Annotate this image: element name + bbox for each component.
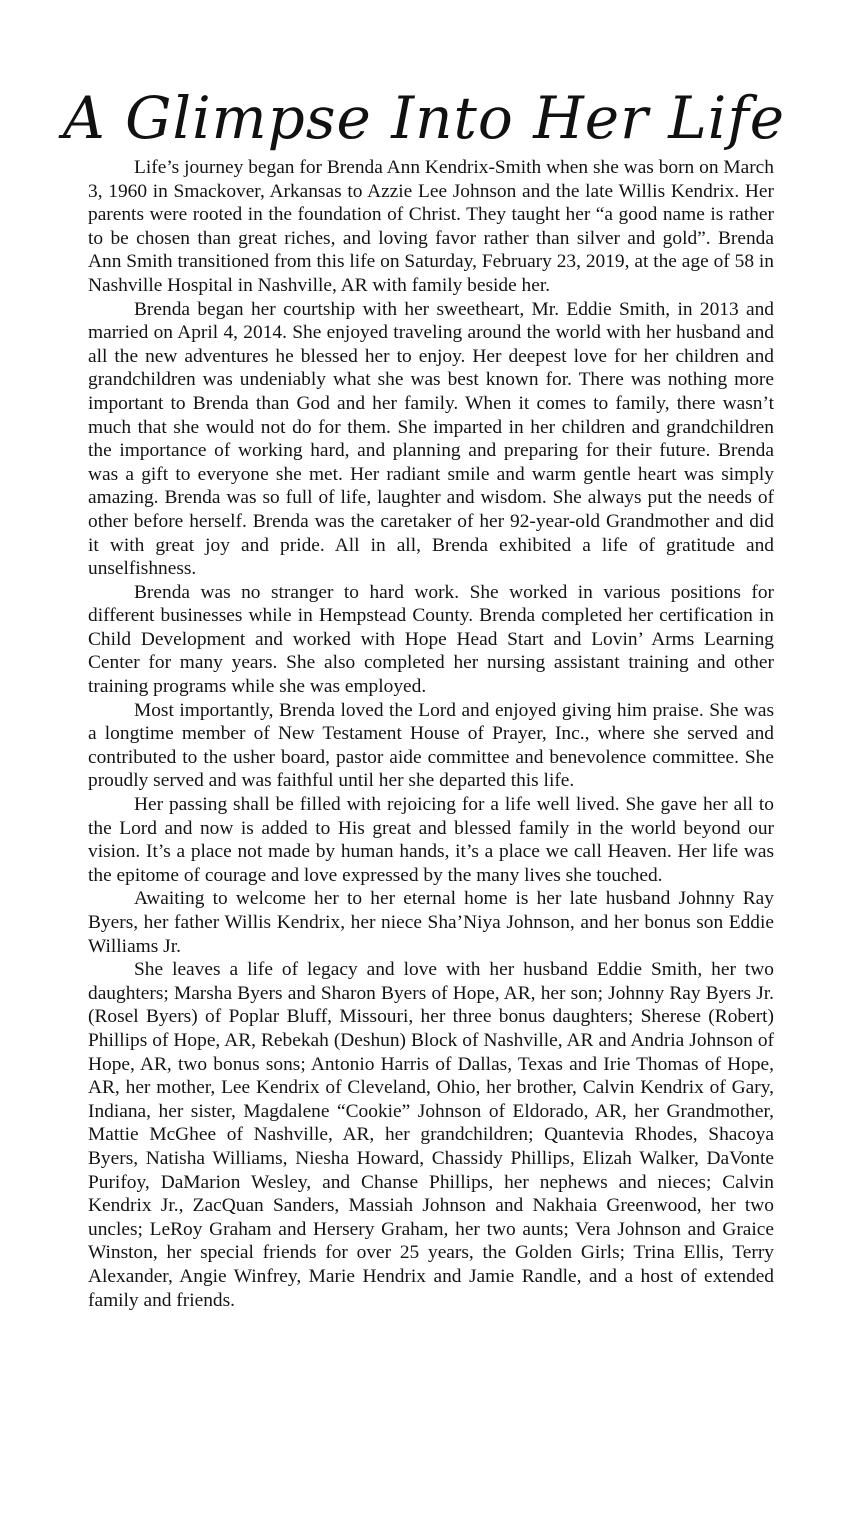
paragraph-work: Brenda was no stranger to hard work. She worked in various positions for different businesses while in Hempstead County. Brenda completed her certification in Child Development and worked with Hope Head Start and Lovin’ Arms Learning Center for many years. She also completed her nursing assistant training and other training programs while she was employed. [88, 581, 774, 698]
paragraph-passing: Her passing shall be filled with rejoicing for a life well lived. She gave her all to the Lord and now is added to His great and blessed family in the world beyond our vision. It’s a place not made by human hands, it’s a place we call Heaven. Her life was the epitome of courage and love expressed by the many lives she touched. [88, 794, 774, 886]
paragraph-survivors: She leaves a life of legacy and love with her husband Eddie Smith, her two daughters; Marsha Byers and Sharon Byers of Hope, AR, her son; Johnny Ray Byers Jr. (Rosel Byers) of Poplar Bluff, Missouri, her three bonus daughters; Sherese (Robert) Phillips of Hope, AR, Rebekah (Deshun) Block of Nashville, AR and Andria Johnson of Hope, AR, two bonus sons; Antonio Harris of Dallas, Texas and Irie Thomas of Hope, AR, her mother, Lee Kendrix of Cleveland, Ohio, her brother, Calvin Kendrix of Gary, Indiana, her sister, Magdalene “Cookie” Johnson of Eldorado, AR, her Grandmother, Mattie McGhee of Nashville, AR, her grandchildren; Quantevia Rhodes, Shacoya Byers, Natisha Williams, Niesha Howard, Chassidy Phillips, Elizah Walker, DaVonte Purifoy, DaMarion Wesley, and Chanse Phillips, her nephews and nieces; Calvin Kendrix Jr., ZacQuan Sanders, Massiah Johnson and Nakhaia Greenwood, her two uncles; LeRoy Graham and Hersery Graham, her two aunts; Vera Johnson and Graice Winston, her special friends for over 25 years, the Golden Girls; Trina Ellis, Terry Alexander, Angie Winfrey, Marie Hendrix and Jamie Randle, and a host of extended family and friends. [88, 959, 774, 1311]
paragraph-preceded-in-death: Awaiting to welcome her to her eternal home is her late husband Johnny Ray Byers, her father Willis Kendrix, her niece Sha’Niya Johnson, and her bonus son Eddie Williams Jr. [88, 888, 774, 957]
paragraph-marriage-family: Brenda began her courtship with her sweetheart, Mr. Eddie Smith, in 2013 and married on April 4, 2014. She enjoyed traveling around the world with her husband and all the new adventures he blessed her to enjoy. Her deepest love for her children and grandchildren was undeniably what she was best known for. There was nothing more important to Brenda than God and her family. When it comes to family, there wasn’t much that she would not do for them. She imparted in her children and grandchildren the importance of working hard, and planning and preparing for their future. Brenda was a gift to everyone she met. Her radiant smile and warm gentle heart was simply amazing. Brenda was so full of life, laughter and wisdom. She always put the needs of other before herself. Brenda was the caretaker of her 92-year-old Grandmother and did it with great joy and pride. All in all, Brenda exhibited a life of gratitude and unselfishness. [88, 298, 774, 580]
paragraph-faith: Most importantly, Brenda loved the Lord and enjoyed giving him praise. She was a longtime member of New Testament House of Prayer, Inc., where she served and contributed to the usher board, pastor aide committee and benevolence committee. She proudly served and was faithful until her she departed this life. [88, 699, 774, 792]
page-title: A Glimpse Into Her Life [62, 84, 786, 152]
paragraph-birth: Life’s journey began for Brenda Ann Kendrix-Smith when she was born on March 3, 1960 in Smackover, Arkansas to Azzie Lee Johnson and the late Willis Kendrix. Her parents were rooted in the foundation of Christ. They taught her “a good name is rather to be chosen than great riches, and loving favor rather than silver and gold”. Brenda Ann Smith transitioned from this life on Saturday, February 23, 2019, at the age of 58 in Nashville Hospital in Nashville, AR with family beside her. [88, 157, 774, 296]
biography-text [88, 156, 774, 1312]
